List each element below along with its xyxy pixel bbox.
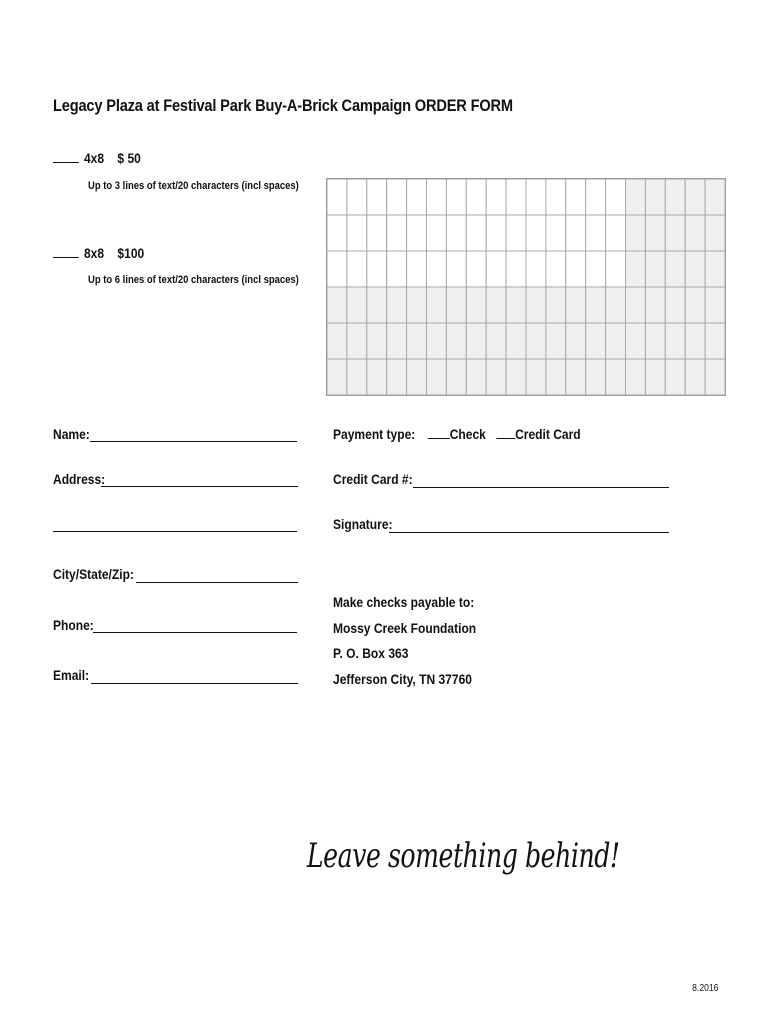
grid-cell[interactable] (427, 251, 447, 287)
grid-cell[interactable] (506, 287, 526, 323)
grid-cell[interactable] (586, 323, 606, 359)
grid-cell[interactable] (526, 215, 546, 251)
grid-cell[interactable] (327, 179, 347, 215)
grid-cell[interactable] (347, 323, 367, 359)
grid-cell[interactable] (665, 215, 685, 251)
grid-cell[interactable] (367, 323, 387, 359)
grid-cell[interactable] (586, 287, 606, 323)
grid-cell[interactable] (466, 323, 486, 359)
grid-cell[interactable] (486, 179, 506, 215)
option-4x8-price: $ 50 (117, 150, 141, 166)
grid-cell[interactable] (446, 215, 466, 251)
grid-cell[interactable] (506, 251, 526, 287)
grid-cell[interactable] (606, 215, 626, 251)
grid-cell[interactable] (506, 215, 526, 251)
payment-type-label: Payment type: (333, 426, 416, 442)
grid-cell[interactable] (446, 323, 466, 359)
grid-cell[interactable] (645, 251, 665, 287)
grid-cell[interactable] (566, 251, 586, 287)
grid-cell[interactable] (427, 179, 447, 215)
option-4x8-note: Up to 3 lines of text/20 characters (incl spaces) (88, 180, 299, 192)
city-state-zip-input-line[interactable] (136, 582, 298, 583)
grid-cell[interactable] (347, 287, 367, 323)
payee-po-box: P. O. Box 363 (333, 645, 409, 661)
grid-cell[interactable] (546, 251, 566, 287)
grid-cell[interactable] (685, 323, 705, 359)
option-4x8-checkbox-line[interactable] (53, 150, 79, 163)
grid-cell[interactable] (327, 287, 347, 323)
grid-cell[interactable] (665, 359, 685, 395)
grid-cell[interactable] (645, 179, 665, 215)
grid-cell[interactable] (407, 323, 427, 359)
grid-cell[interactable] (466, 251, 486, 287)
grid-cell[interactable] (665, 251, 685, 287)
email-input-line[interactable] (91, 683, 298, 684)
grid-cell[interactable] (486, 287, 506, 323)
phone-input-line[interactable] (93, 632, 297, 633)
grid-cell[interactable] (347, 179, 367, 215)
credit-card-option-line[interactable] (496, 426, 515, 439)
grid-cell[interactable] (566, 287, 586, 323)
payee-name: Mossy Creek Foundation (333, 619, 477, 636)
grid-cell[interactable] (327, 251, 347, 287)
grid-cell[interactable] (685, 179, 705, 215)
grid-cell[interactable] (645, 359, 665, 395)
grid-cell[interactable] (685, 215, 705, 251)
credit-card-number-label: Credit Card #: (333, 471, 413, 487)
slogan: Leave something behind! (306, 836, 620, 876)
grid-cell[interactable] (466, 179, 486, 215)
signature-input-line[interactable] (389, 532, 669, 533)
option-8x8-checkbox-line[interactable] (53, 245, 79, 258)
option-8x8 (53, 245, 144, 261)
grid-cell[interactable] (427, 287, 447, 323)
address-line-2[interactable] (53, 531, 297, 532)
grid-cell[interactable] (367, 179, 387, 215)
grid-cell[interactable] (407, 251, 427, 287)
grid-cell[interactable] (446, 179, 466, 215)
grid-cell[interactable] (626, 179, 646, 215)
grid-cell[interactable] (526, 323, 546, 359)
grid-cell[interactable] (665, 179, 685, 215)
grid-cell[interactable] (705, 359, 725, 395)
grid-cell[interactable] (347, 359, 367, 395)
grid-cell[interactable] (407, 215, 427, 251)
payee-city: Jefferson City, TN 37760 (333, 670, 472, 687)
grid-cell[interactable] (566, 215, 586, 251)
grid-cell[interactable] (645, 215, 665, 251)
city-state-zip-label: City/State/Zip: (53, 566, 134, 582)
grid-cell[interactable] (327, 215, 347, 251)
grid-cell[interactable] (705, 323, 725, 359)
grid-cell[interactable] (327, 359, 347, 395)
grid-cell[interactable] (387, 287, 407, 323)
credit-card-number-input-line[interactable] (413, 487, 669, 488)
grid-cell[interactable] (466, 287, 486, 323)
grid-cell[interactable] (446, 359, 466, 395)
grid-cell[interactable] (506, 359, 526, 395)
grid-cell[interactable] (626, 323, 646, 359)
grid-cell[interactable] (407, 359, 427, 395)
grid-cell[interactable] (566, 323, 586, 359)
grid-cell[interactable] (367, 287, 387, 323)
grid-cell[interactable] (427, 323, 447, 359)
brick-text-grid[interactable] (326, 178, 726, 396)
grid-cell[interactable] (685, 251, 705, 287)
grid-cell[interactable] (526, 251, 546, 287)
grid-cell[interactable] (407, 179, 427, 215)
revision-date: 8.2016 (692, 983, 719, 994)
grid-cell[interactable] (387, 215, 407, 251)
grid-cell[interactable] (645, 323, 665, 359)
grid-cell[interactable] (685, 287, 705, 323)
grid-cell[interactable] (586, 215, 606, 251)
grid-cell[interactable] (387, 251, 407, 287)
grid-cell[interactable] (367, 251, 387, 287)
grid-cell[interactable] (427, 359, 447, 395)
grid-cell[interactable] (626, 251, 646, 287)
form-title: Legacy Plaza at Festival Park Buy-A-Brick Campaign ORDER FORM (53, 96, 513, 115)
grid-cell[interactable] (466, 359, 486, 395)
credit-card-option-label: Credit Card (515, 426, 581, 442)
grid-cell[interactable] (506, 323, 526, 359)
grid-cell[interactable] (546, 359, 566, 395)
grid-cell[interactable] (606, 251, 626, 287)
signature-label: Signature: (333, 516, 393, 532)
brick-text-grid-cells[interactable] (327, 179, 727, 397)
grid-cell[interactable] (546, 215, 566, 251)
checks-payable-heading: Make checks payable to: (333, 594, 475, 610)
grid-cell[interactable] (486, 359, 506, 395)
grid-cell[interactable] (665, 287, 685, 323)
grid-cell[interactable] (705, 287, 725, 323)
option-8x8-price: $100 (117, 245, 145, 261)
grid-cell[interactable] (586, 251, 606, 287)
grid-cell[interactable] (665, 323, 685, 359)
grid-cell[interactable] (427, 215, 447, 251)
phone-label: Phone: (53, 617, 94, 633)
grid-cell[interactable] (526, 287, 546, 323)
grid-cell[interactable] (526, 359, 546, 395)
grid-cell[interactable] (446, 251, 466, 287)
grid-cell[interactable] (446, 287, 466, 323)
grid-cell[interactable] (626, 287, 646, 323)
grid-cell[interactable] (626, 215, 646, 251)
address-label: Address: (53, 471, 106, 487)
grid-cell[interactable] (546, 323, 566, 359)
grid-cell[interactable] (526, 179, 546, 215)
grid-cell[interactable] (387, 359, 407, 395)
grid-cell[interactable] (606, 359, 626, 395)
grid-cell[interactable] (367, 215, 387, 251)
grid-cell[interactable] (566, 359, 586, 395)
grid-cell[interactable] (645, 287, 665, 323)
name-label: Name: (53, 426, 90, 442)
grid-cell[interactable] (486, 251, 506, 287)
checks-payable-block (333, 590, 476, 692)
grid-cell[interactable] (387, 179, 407, 215)
grid-cell[interactable] (705, 215, 725, 251)
option-8x8-note: Up to 6 lines of text/20 characters (incl spaces) (88, 274, 299, 286)
option-4x8 (53, 150, 141, 166)
grid-cell[interactable] (506, 179, 526, 215)
grid-cell[interactable] (546, 179, 566, 215)
grid-cell[interactable] (466, 215, 486, 251)
grid-cell[interactable] (327, 323, 347, 359)
grid-cell[interactable] (367, 359, 387, 395)
grid-cell[interactable] (705, 251, 725, 287)
payment-type-row (333, 426, 581, 442)
grid-cell[interactable] (606, 287, 626, 323)
address-input-line[interactable] (101, 486, 298, 487)
grid-cell[interactable] (546, 287, 566, 323)
option-4x8-size: 4x8 (83, 150, 105, 166)
grid-cell[interactable] (347, 215, 367, 251)
grid-cell[interactable] (347, 251, 367, 287)
grid-cell[interactable] (586, 359, 606, 395)
grid-cell[interactable] (626, 359, 646, 395)
option-8x8-size: 8x8 (83, 245, 105, 261)
grid-cell[interactable] (486, 323, 506, 359)
grid-cell[interactable] (387, 323, 407, 359)
grid-cell[interactable] (606, 179, 626, 215)
grid-cell[interactable] (685, 359, 705, 395)
grid-cell[interactable] (486, 215, 506, 251)
check-option-label: Check (449, 426, 486, 442)
grid-cell[interactable] (606, 323, 626, 359)
grid-cell[interactable] (705, 179, 725, 215)
email-label: Email: (53, 667, 90, 683)
grid-cell[interactable] (407, 287, 427, 323)
name-input-line[interactable] (90, 441, 297, 442)
check-option-line[interactable] (427, 426, 449, 439)
grid-cell[interactable] (566, 179, 586, 215)
grid-cell[interactable] (586, 179, 606, 215)
